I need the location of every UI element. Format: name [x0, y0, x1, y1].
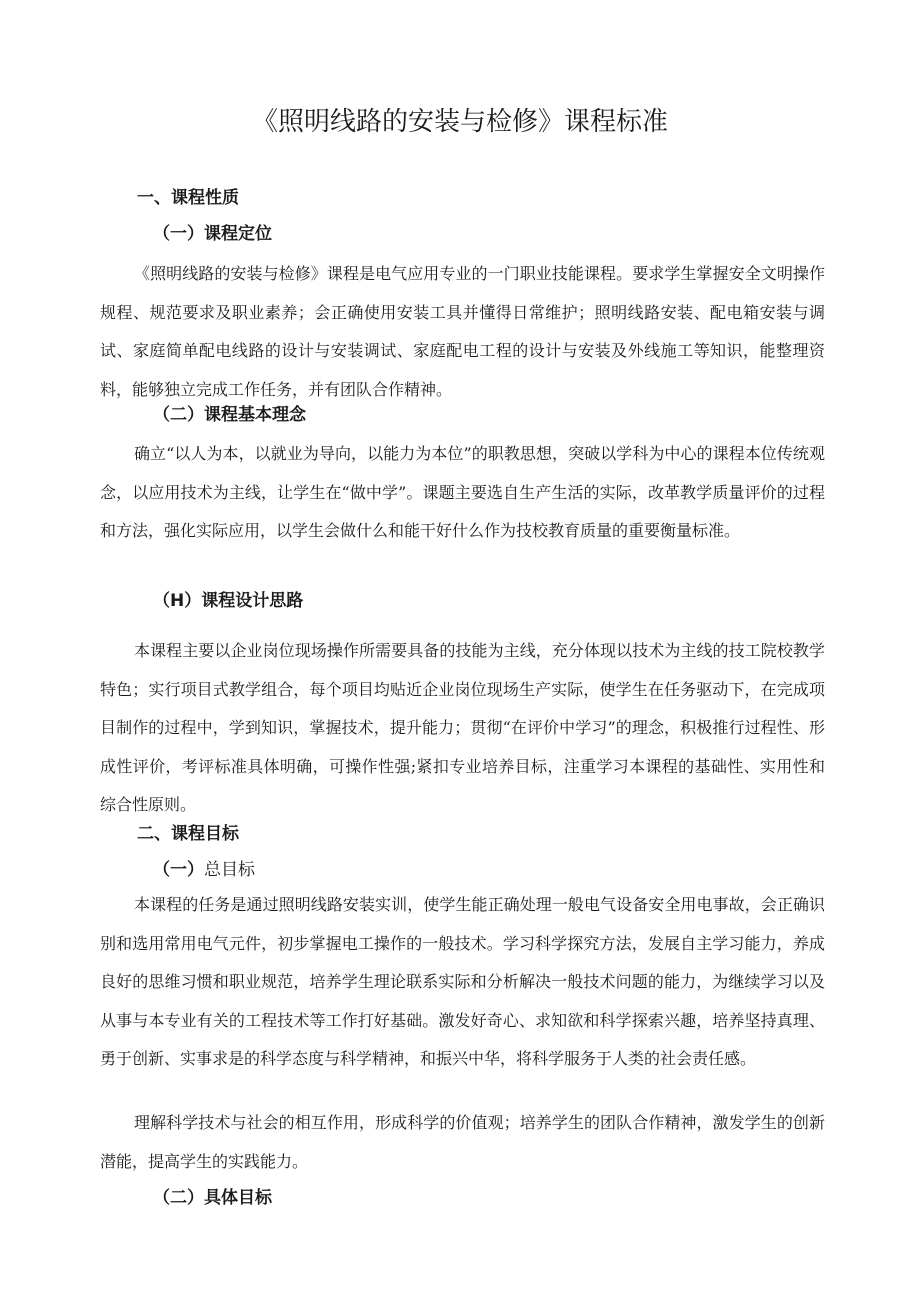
section-heading-course-nature: 一、课程性质	[137, 188, 239, 208]
paragraph-design-idea: 本课程主要以企业岗位现场操作所需要具备的技能为主线，充分体现以技术为主线的技工院校教学特色；实行项目式教学组合，每个项目均贴近企业岗位现场生产实际，使学生在任务驱动下，在完成项目制作的过程中，学到知识，掌握技术，提升能力；贯彻“在评价中学习”的理念，积极推行过程性、形成性评价，考评标准具体明确，可操作性强;紧扣专业培养目标，注重学习本课程的基础性、实用性和综合性原则。	[100, 641, 825, 814]
section-heading-course-goals: 二、课程目标	[137, 824, 239, 844]
heading-number: （一）	[153, 860, 204, 880]
subsection-heading-specific-goals: （二）具体目标	[153, 1188, 272, 1208]
subsection-heading-basic-concept: （二）课程基本理念	[153, 405, 306, 425]
paragraph-values: 理解科学技术与社会的相互作用，形成科学的价值观；培养学生的团队合作精神，激发学生的创新潜能，提高学生的实践能力。	[100, 1113, 825, 1171]
document-title: 《照明线路的安装与检修》课程标准	[251, 107, 668, 137]
subsection-heading-overall-goal	[153, 858, 255, 882]
heading-label: 总目标	[204, 860, 255, 880]
paragraph-positioning: 《照明线路的安装与检修》课程是电气应用专业的一门职业技能课程。要求学生掌握安全文明操作规程、规范要求及职业素养；会正确使用安装工具并懂得日常维护；照明线路安装、配电箱安装与调试、家庭简单配电线路的设计与安装调试、家庭配电工程的设计与安装及外线施工等知识，能整理资料，能够独立完成工作任务，并有团队合作精神。	[100, 264, 825, 399]
subsection-heading-positioning: （一）课程定位	[153, 224, 272, 244]
subsection-heading-design-idea: （H）课程设计思路	[153, 591, 304, 611]
paragraph-overall-goal: 本课程的任务是通过照明线路安装实训，使学生能正确处理一般电气设备安全用电事故，会正确识别和选用常用电气元件，初步掌握电工操作的一般技术。学习科学探究方法，发展自主学习能力，养成良好的思维习惯和职业规范，培养学生理论联系实际和分析解决一般技术问题的能力，为继续学习以及从事与本专业有关的工程技术等工作打好基础。激发好奇心、求知欲和科学探索兴趣，培养坚持真理、勇于创新、实事求是的科学态度与科学精神，和振兴中华，将科学服务于人类的社会责任感。	[100, 895, 825, 1068]
paragraph-basic-concept: 确立“以人为本，以就业为导向，以能力为本位”的职教思想，突破以学科为中心的课程本位传统观念，以应用技术为主线，让学生在“做中学”。课题主要选自生产生活的实际，改革教学质量评价的过程和方法，强化实际应用，以学生会做什么和能干好什么作为技校教育质量的重要衡量标准。	[100, 444, 825, 540]
